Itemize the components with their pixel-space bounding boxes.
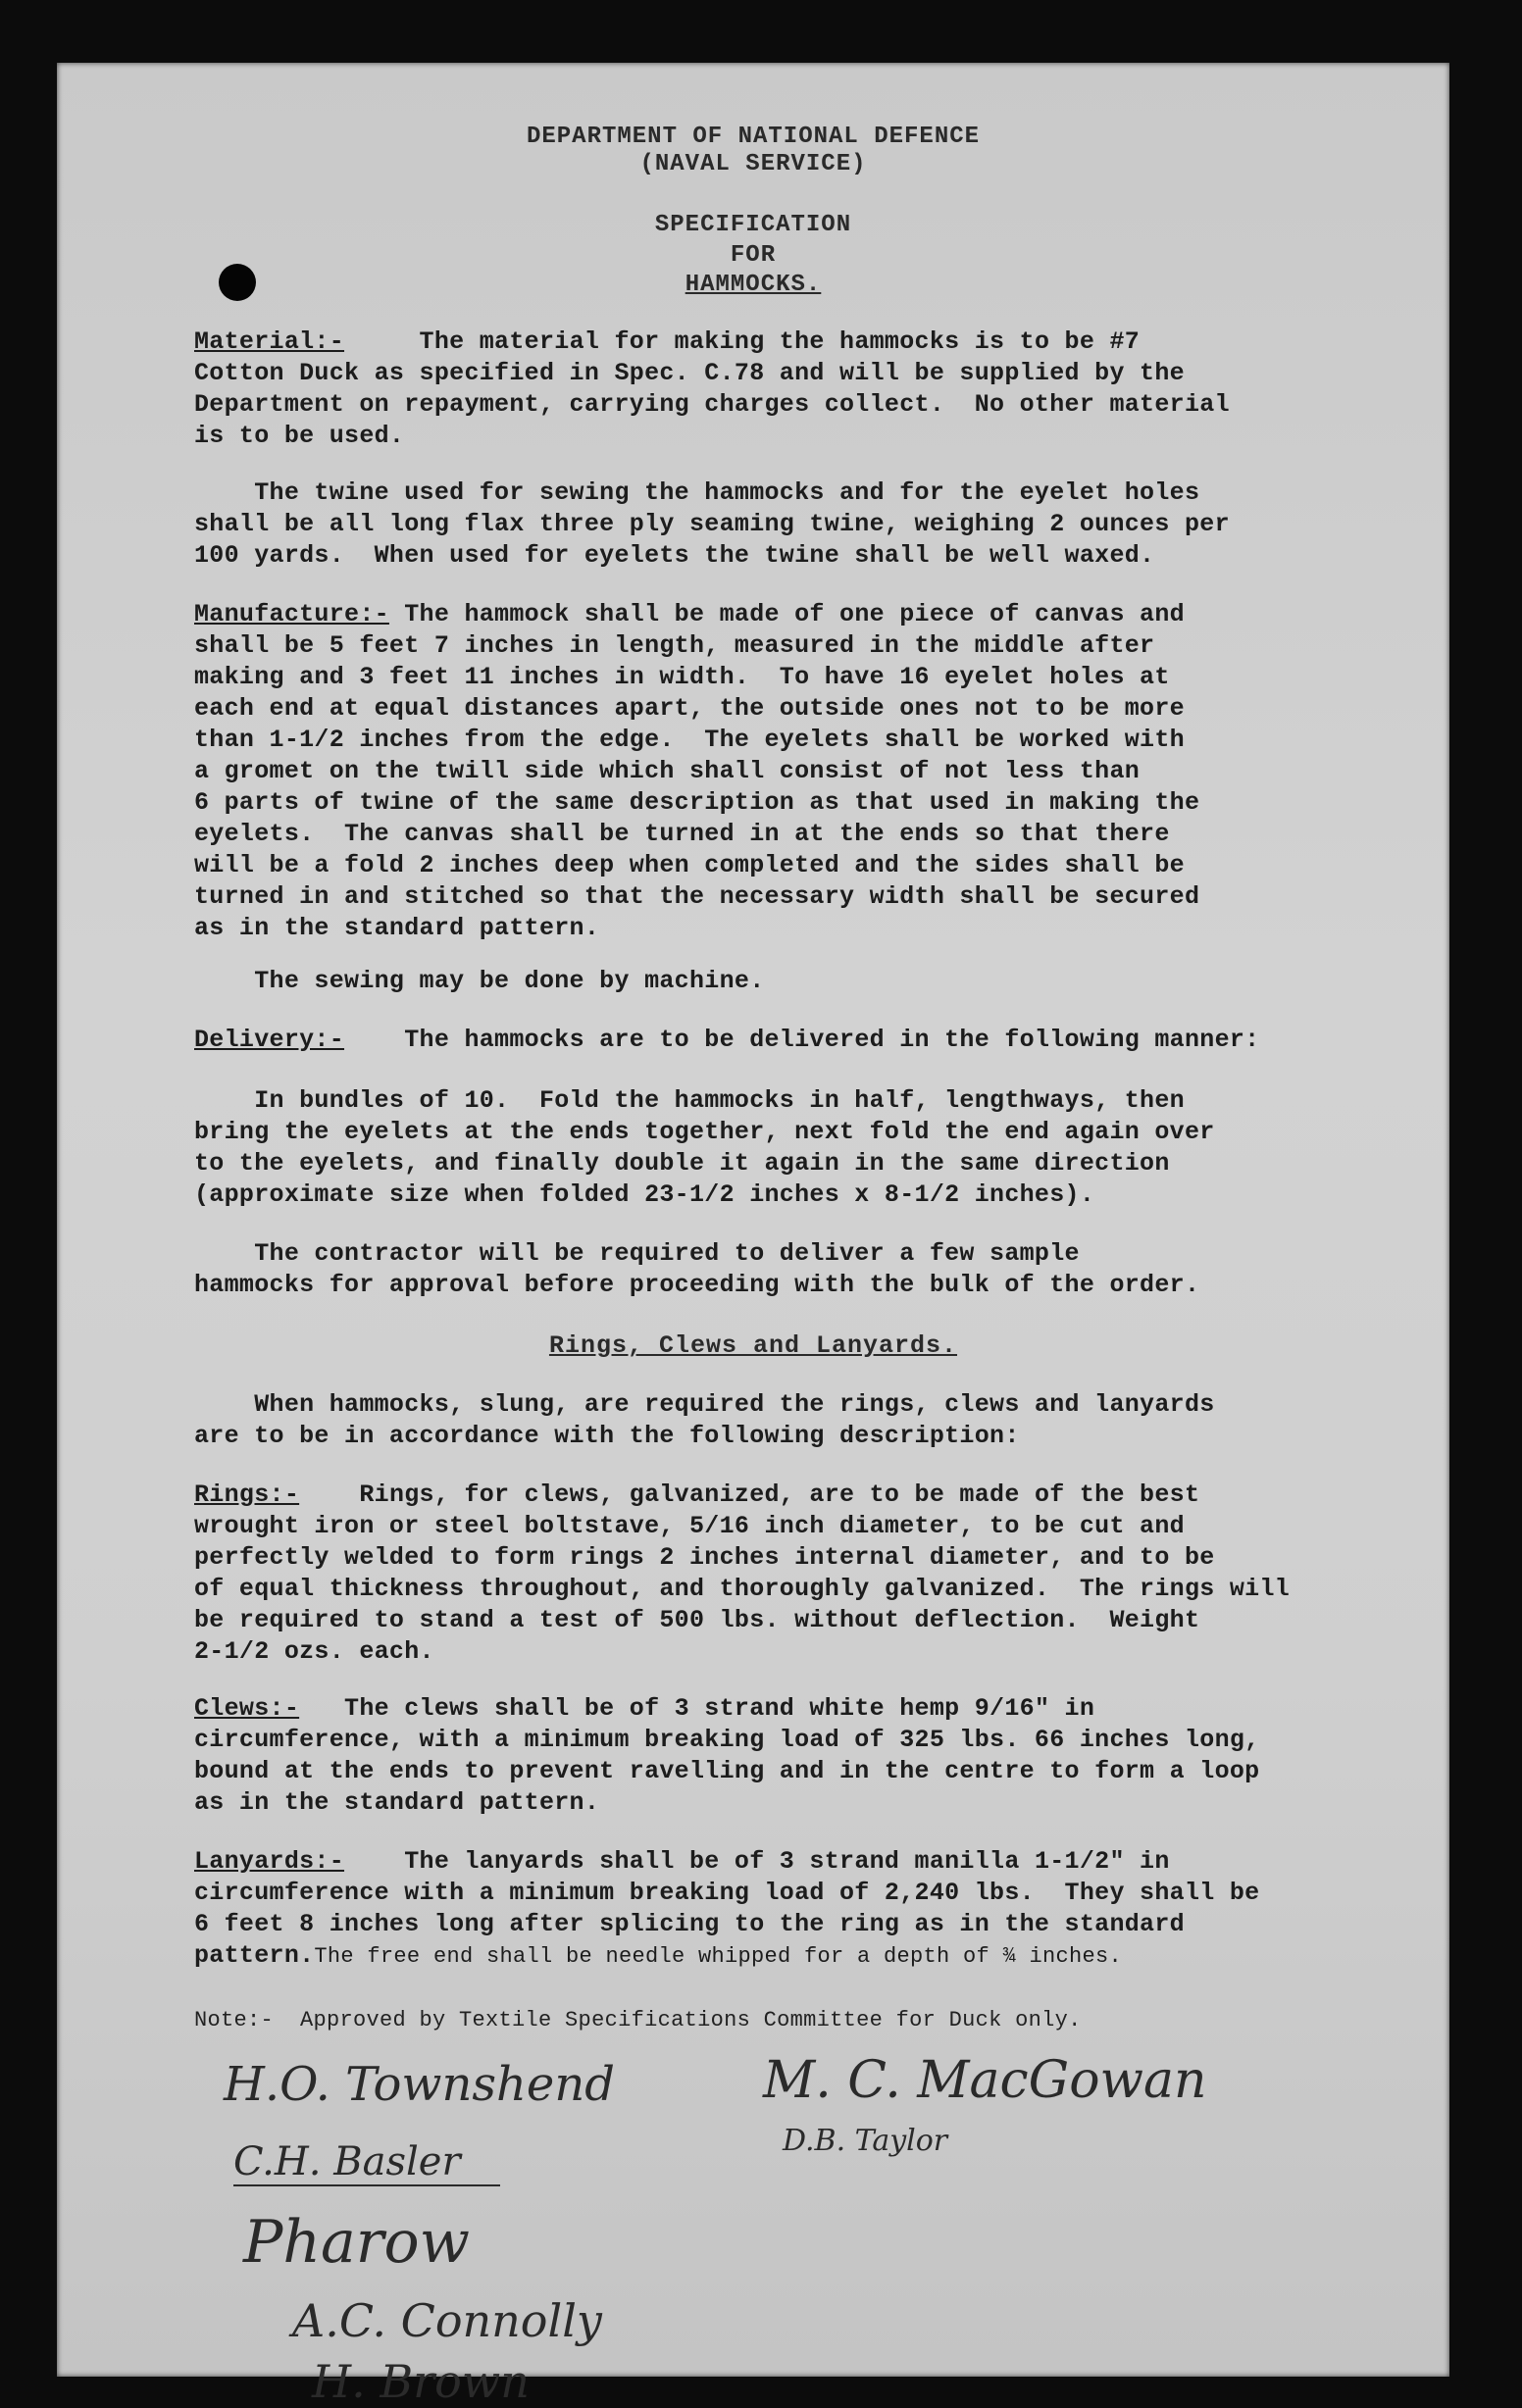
manufacture-line-1: Manufacture:- The hammock shall be made of one piece of canvas and: [194, 600, 1185, 628]
twine-line-2: shall be all long flax three ply seaming twine, weighing 2 ounces per: [194, 510, 1230, 538]
lanyards-note: The free end shall be needle whipped for a depth of ¾ inches.: [314, 1944, 1123, 1969]
header-for: FOR: [730, 242, 777, 269]
signature-basler: C.H. Basler: [233, 2139, 500, 2186]
rings-heading: Rings:-: [194, 1480, 300, 1509]
manufacture-line-11: as in the standard pattern.: [194, 914, 600, 942]
material-line-4: is to be used.: [194, 422, 405, 450]
header-specification: SPECIFICATION: [654, 212, 852, 238]
lanyards-heading: Lanyards:-: [194, 1847, 345, 1876]
material-line-1: Material:- The material for making the hammocks is to be #7: [194, 327, 1141, 356]
clews-line-1: Clews:- The clews shall be of 3 strand white hemp 9/16" in: [194, 1694, 1095, 1723]
manufacture-line-2: shall be 5 feet 7 inches in length, measured in the middle after: [194, 631, 1155, 660]
approval-note: Note:- Approved by Textile Specifications Committee for Duck only.: [194, 2008, 1082, 2032]
rings-section-line-2: are to be in accordance with the following description:: [194, 1422, 1020, 1450]
manufacture-line-6: a gromet on the twill side which shall consist of not less than: [194, 757, 1141, 785]
material-line-3: Department on repayment, carrying charges collect. No other material: [194, 390, 1230, 419]
manufacture-line-4: each end at equal distances apart, the outside ones not to be more: [194, 694, 1185, 723]
twine-line-3: 100 yards. When used for eyelets the twine shall be well waxed.: [194, 541, 1155, 570]
header-hammocks: HAMMOCKS.: [685, 272, 822, 298]
signature-townshend: H.O. Townshend: [224, 2057, 615, 2112]
document-page: [57, 63, 1449, 2408]
header-service: (NAVAL SERVICE): [639, 151, 867, 177]
delivery-line-7: hammocks for approval before proceeding with the bulk of the order.: [194, 1271, 1200, 1299]
rings-line-3: perfectly welded to form rings 2 inches internal diameter, and to be: [194, 1543, 1215, 1572]
delivery-line-6: The contractor will be required to deliver a few sample: [194, 1239, 1080, 1268]
delivery-line-4: to the eyelets, and finally double it again in the same direction: [194, 1149, 1170, 1178]
header-department: DEPARTMENT OF NATIONAL DEFENCE: [526, 124, 981, 150]
rings-line-5: be required to stand a test of 500 lbs. without deflection. Weight: [194, 1606, 1200, 1634]
clews-heading: Clews:-: [194, 1694, 300, 1723]
delivery-line-1: Delivery:- The hammocks are to be delivered in the following manner:: [194, 1026, 1260, 1054]
delivery-line-3: bring the eyelets at the ends together, next fold the end again over: [194, 1118, 1215, 1146]
signature-macgowan: M. C. MacGowan: [763, 2051, 1207, 2110]
delivery-heading: Delivery:-: [194, 1026, 345, 1054]
manufacture-line-7: 6 parts of twine of the same description as that used in making the: [194, 788, 1200, 817]
manufacture-line-12: The sewing may be done by machine.: [194, 967, 765, 995]
material-line-2: Cotton Duck as specified in Spec. C.78 and will be supplied by the: [194, 359, 1185, 387]
lanyards-line-4: pattern.The free end shall be needle whipped for a depth of ¾ inches.: [194, 1941, 1123, 1970]
manufacture-line-9: will be a fold 2 inches deep when completed and the sides shall be: [194, 851, 1185, 879]
rings-line-1: Rings:- Rings, for clews, galvanized, are to be made of the best: [194, 1480, 1200, 1509]
twine-line-1: The twine used for sewing the hammocks and for the eyelet holes: [194, 478, 1200, 507]
manufacture-heading: Manufacture:-: [194, 600, 389, 628]
lanyards-line-1: Lanyards:- The lanyards shall be of 3 strand manilla 1-1/2" in: [194, 1847, 1170, 1876]
delivery-line-2: In bundles of 10. Fold the hammocks in half, lengthways, then: [194, 1086, 1185, 1115]
manufacture-line-5: than 1-1/2 inches from the edge. The eyelets shall be worked with: [194, 726, 1185, 754]
manufacture-line-3: making and 3 feet 11 inches in width. To have 16 eyelet holes at: [194, 663, 1170, 691]
rings-line-4: of equal thickness throughout, and thoroughly galvanized. The rings will: [194, 1575, 1291, 1603]
manufacture-line-8: eyelets. The canvas shall be turned in at the ends so that there: [194, 820, 1170, 848]
manufacture-line-10: turned in and stitched so that the necessary width shall be secured: [194, 882, 1200, 911]
rings-section-line-1: When hammocks, slung, are required the rings, clews and lanyards: [194, 1390, 1215, 1419]
signature-pharow: Pharow: [243, 2208, 470, 2277]
signature-connolly: A.C. Connolly: [292, 2294, 602, 2347]
clews-line-4: as in the standard pattern.: [194, 1788, 600, 1817]
rings-line-6: 2-1/2 ozs. each.: [194, 1637, 434, 1666]
signature-brown: H. Brown: [312, 2355, 530, 2408]
clews-line-2: circumference, with a minimum breaking load of 325 lbs. 66 inches long,: [194, 1726, 1260, 1754]
signature-taylor: D.B. Taylor: [783, 2124, 948, 2158]
material-heading: Material:-: [194, 327, 345, 356]
lanyards-line-3: 6 feet 8 inches long after splicing to the ring as in the standard: [194, 1910, 1185, 1938]
rings-section-heading: Rings, Clews and Lanyards.: [548, 1331, 958, 1360]
lanyards-line-2: circumference with a minimum breaking load of 2,240 lbs. They shall be: [194, 1879, 1260, 1907]
clews-line-3: bound at the ends to prevent ravelling and in the centre to form a loop: [194, 1757, 1260, 1785]
delivery-line-5: (approximate size when folded 23-1/2 inches x 8-1/2 inches).: [194, 1180, 1095, 1209]
rings-line-2: wrought iron or steel boltstave, 5/16 inch diameter, to be cut and: [194, 1512, 1185, 1540]
